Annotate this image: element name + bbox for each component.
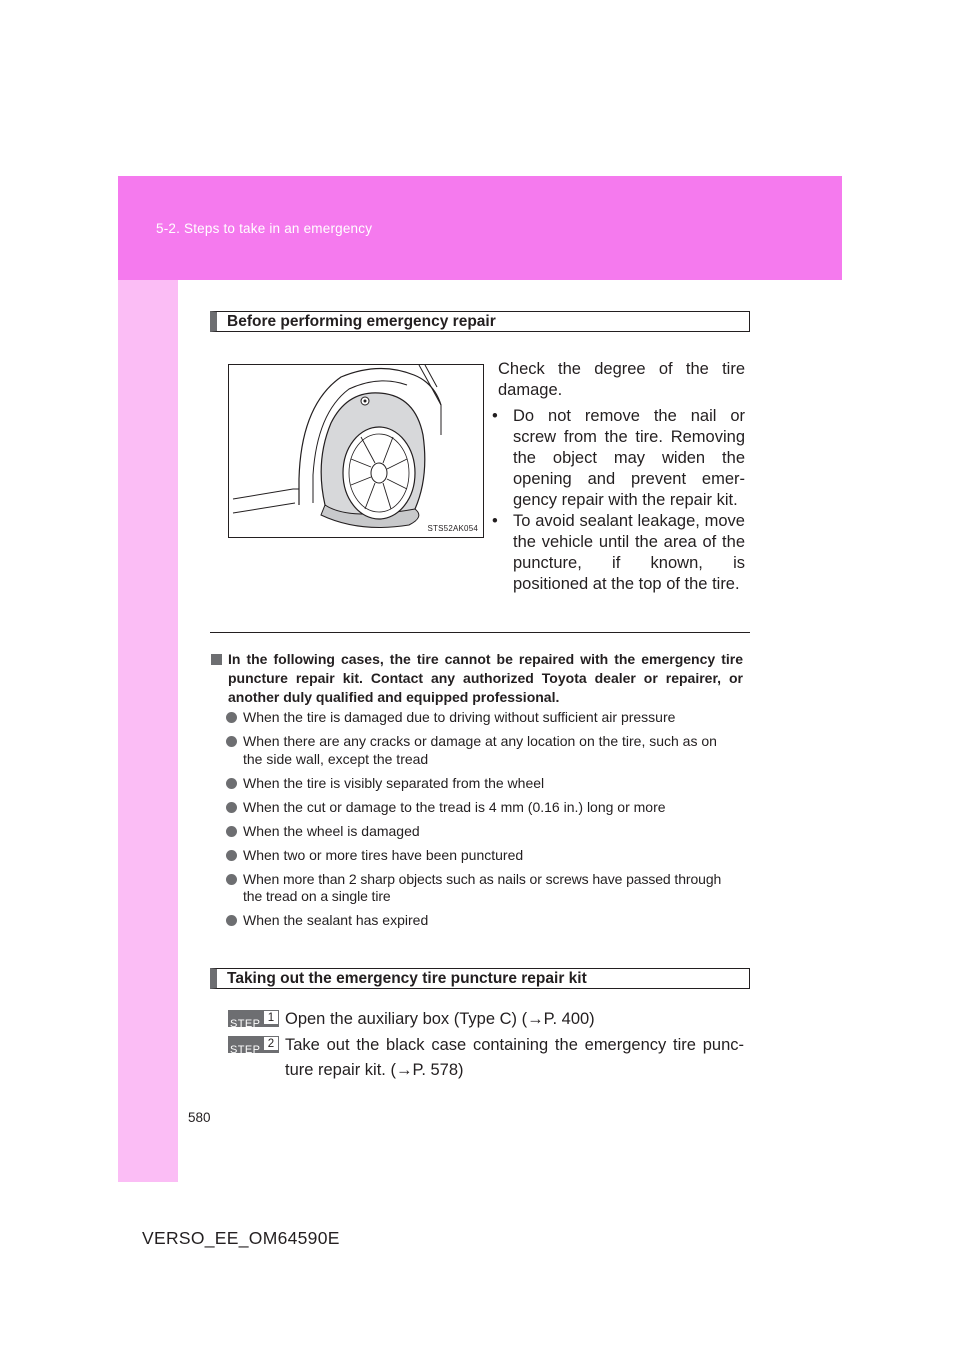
step-label: STEP [230,1018,261,1030]
note-title: In the following cases, the tire cannot be repaired with the emergency tire puncture repair kit. Contact any authorized Toyota dealer or repairer, or another duly qualified and equipped professional. [228,651,743,705]
bullet-circle-icon [226,736,237,747]
document-code: VERSO_EE_OM64590E [142,1228,340,1248]
section-title-taking-out-kit [210,968,750,989]
step-badge [228,1010,279,1030]
list-item: When more than 2 sharp objects such as nails or screws have passed through the tread on a single tire [225,871,740,906]
step-label: STEP [230,1044,261,1056]
list-item: When the sealant has expired [225,912,740,930]
figure-code: STS52AK054 [427,524,478,533]
bullet-circle-icon [226,778,237,789]
section-title-text: Taking out the emergency tire puncture repair kit [227,970,587,987]
step-badge [228,1036,279,1056]
side-tab-strip [118,176,178,1182]
bullet-circle-icon [226,915,237,926]
section-title-before-repair [210,311,750,332]
bullet-circle-icon [226,874,237,885]
flat-tire-illustration [228,364,484,538]
chapter-heading: 5-2. Steps to take in an emergency [156,221,373,236]
bullet-circle-icon [226,712,237,723]
repair-precautions-list [492,406,745,595]
note-square-icon [211,654,222,665]
section-divider [210,632,750,633]
list-item: When the tire is visibly separated from the wheel [225,775,740,793]
list-item: When the cut or damage to the tread is 4 mm (0.16 in.) long or more [225,799,740,817]
step-text: Open the auxiliary box (Type C) (→P. 400) [285,1010,595,1028]
list-item: When the tire is damaged due to driving without sufficient air pressure [225,709,740,727]
step-text: Take out the black case containing the emergency tire punc-ture repair kit. (→P. 578) [285,1036,744,1079]
bullet-circle-icon [226,850,237,861]
bullet-circle-icon [226,802,237,813]
intro-text: Check the degree of the tire damage. [498,360,745,399]
list-item: • To avoid sealant leakage, move the vehicle until the area of the puncture, if known, is positioned at the top of the tire. [492,512,745,593]
step-number: 2 [264,1037,278,1050]
unrepairable-cases-list [225,709,740,936]
bullet-symbol: • [492,512,498,530]
page-number: 580 [188,1110,211,1125]
section-title-text: Before performing emergency repair [227,313,496,330]
bullet-symbol: • [492,407,498,425]
list-item: When there are any cracks or damage at any location on the tire, such as on the side wall, except the tread [225,733,740,768]
tire-drawing [229,365,484,538]
bullet-circle-icon [226,826,237,837]
list-item: When the wheel is damaged [225,823,740,841]
list-item: • Do not remove the nail or screw from the tire. Removing the object may widen the opening and prevent emer-gency repair with the repair kit. [492,407,745,509]
list-item: When two or more tires have been punctured [225,847,740,865]
step-number: 1 [264,1011,278,1024]
